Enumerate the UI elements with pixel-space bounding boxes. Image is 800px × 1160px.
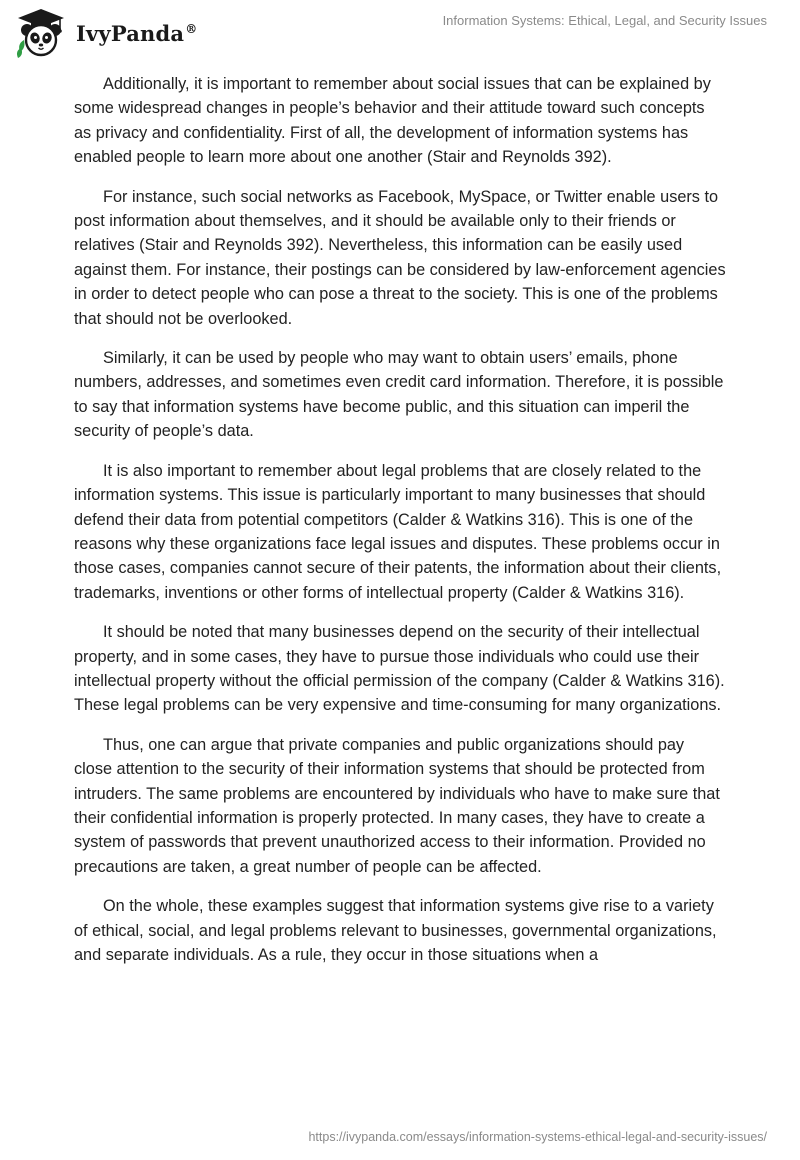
logo-text: IvyPanda® [76, 20, 198, 46]
page-header [0, 0, 800, 70]
ivypanda-logo[interactable] [14, 6, 197, 60]
essay-body [74, 72, 726, 982]
paragraph: Additionally, it is important to remember about social issues that can be explained by some widespread changes in people’s behavior and their attitude toward such concepts as privacy and confidentiality. First of all, the development of information systems has enabled people to learn more about one another (Stair and Reynolds 392). [74, 75, 711, 167]
source-url-link[interactable]: https://ivypanda.com/essays/information-systems-ethical-legal-and-security-issues/ [308, 1130, 767, 1144]
paragraph: It should be noted that many businesses depend on the security of their intellectual property, and in some cases, they have to pursue those individuals who could use their intellectual property without the official permission of the company (Calder & Watkins 316). These legal problems can be very expensive and time-consuming for many organizations. [74, 623, 725, 715]
paragraph: Thus, one can argue that private companies and public organizations should pay close attention to the security of their information systems that should be protected from intruders. The same problems are encountered by individuals who have to make sure that their confidential information is properly protected. In many cases, they have to create a system of passwords that prevent unauthorized access to their information. Provided no precautions are taken, a great number of people can be affected. [74, 735, 720, 876]
panda-graduate-icon [14, 6, 68, 60]
paragraph: For instance, such social networks as Facebook, MySpace, or Twitter enable users to post information about themselves, and it should be available only to their friends or relatives (Stair and Reynolds 392). Nevertheless, this information can be easily used against them. For instance, their postings can be considered by law-enforcement agencies in order to detect people who can pose a threat to the society. This is one of the problems that should not be overlooked. [74, 187, 726, 328]
document-title: Information Systems: Ethical, Legal, and Security Issues [442, 13, 767, 28]
paragraph: On the whole, these examples suggest that information systems give rise to a variety of ethical, social, and legal problems relevant to businesses, governmental organizations, and separate individuals. As a rule, they occur in those situations when a [74, 897, 717, 964]
paragraph: It is also important to remember about legal problems that are closely related to the information systems. This issue is particularly important to many businesses that should defend their data from potential competitors (Calder & Watkins 316). This is one of the reasons why these organizations face legal issues and disputes. These problems occur in those cases, companies cannot secure of their patents, the information about their clients, trademarks, inventions or other forms of intellectual property (Calder & Watkins 316). [74, 461, 722, 602]
paragraph: Similarly, it can be used by people who may want to obtain users’ emails, phone numbers, addresses, and sometimes even credit card information. Therefore, it is possible to say that information systems have become public, and this situation can imperil the security of people’s data. [74, 349, 724, 441]
